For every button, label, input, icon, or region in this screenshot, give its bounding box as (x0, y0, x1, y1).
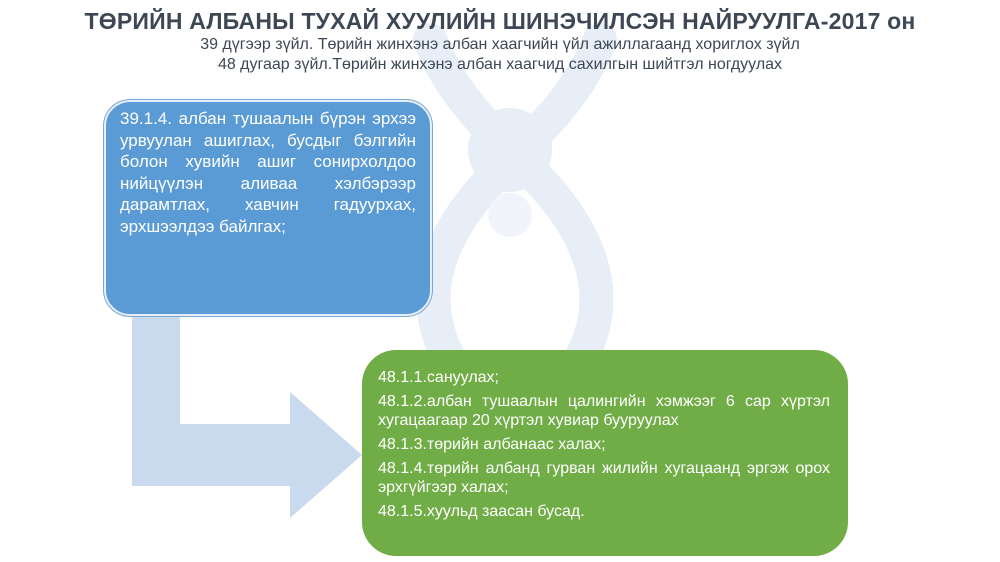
sanction-item: 48.1.1.сануулах; (378, 369, 499, 386)
article-39-subtitle: 39 дүгээр зүйл. Төрийн жинхэнэ албан хаагчийн үйл ажиллагаанд хориглох зүйл (200, 36, 800, 53)
prohibition-text: 39.1.4. албан тушаалын бүрэн эрхээ урвуулан ашиглах, бусдыг бэлгийн болон хувийн ашиг сонирхолдоо нийцүүлэн аливаа хэлбэрээр дарамтлах, хавчин гадуурхах, эрхшээлдээ байлгах; (120, 109, 416, 236)
sanctions-box (362, 350, 848, 556)
article-48-subtitle: 48 дугаар зүйл.Төрийн жинхэнэ албан хаагчид сахилгын шийтгэл ногдуулах (217, 56, 783, 73)
prohibition-box (104, 100, 432, 316)
page-title: ТӨРИЙН АЛБАНЫ ТУХАЙ ХУУЛИЙН ШИНЭЧИЛСЭН НАЙРУУЛГА-2017 он (84, 8, 916, 34)
sanction-item: 48.1.3.төрийн албанаас халах; (378, 436, 606, 453)
sanction-item: 48.1.2.албан тушаалын цалингийн хэмжээг 6 сар хүртэл хугацаагаар 20 хүртэл хувиар бууруулах (378, 393, 830, 429)
sanction-item: 48.1.5.хуульд заасан бусад. (378, 503, 585, 520)
sanction-item: 48.1.4.төрийн албанд гурван жилийн хугацаанд эргэж орох эрхгүйгээр халах; (378, 460, 830, 496)
